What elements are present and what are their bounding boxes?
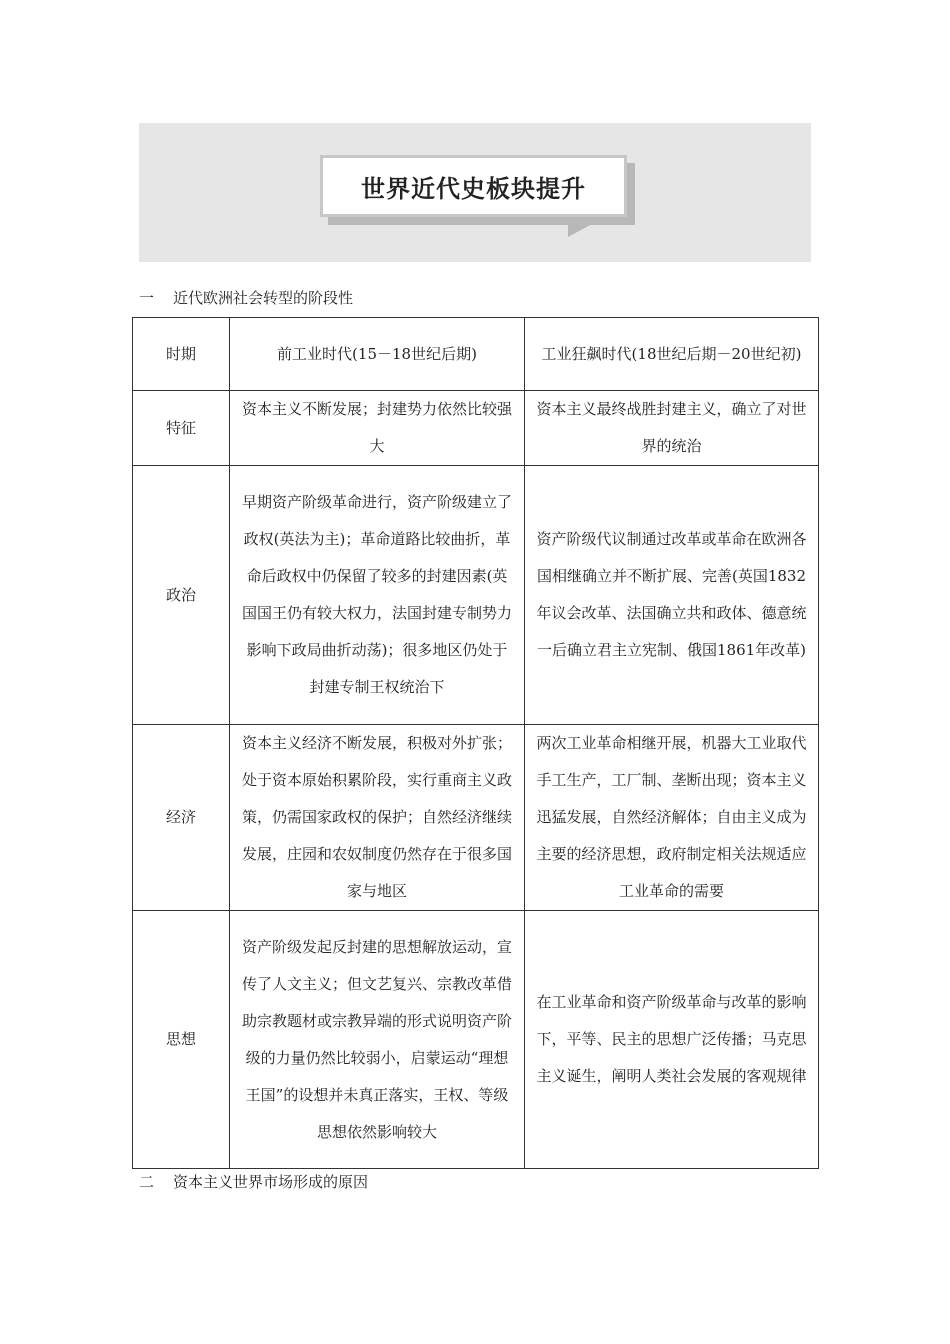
- header-col-pre-industrial: 前工业时代(15－18世纪后期): [230, 318, 525, 391]
- table-row: [133, 911, 819, 1169]
- header-period-label: 时期: [133, 318, 230, 391]
- page-title: 世界近代史板块提升: [361, 174, 586, 203]
- section-title: 近代欧洲社会转型的阶段性: [173, 289, 354, 307]
- table-cell: 资产阶级代议制通过改革或革命在欧洲各国相继确立并不断扩展、完善(英国1832年议会改革、法国确立共和政体、德意统一后确立君主立宪制、俄国1861年改革): [525, 466, 819, 725]
- section-number: 二: [139, 1173, 155, 1191]
- section-title: 资本主义世界市场形成的原因: [173, 1173, 369, 1191]
- table-cell: 早期资产阶级革命进行，资产阶级建立了政权(英法为主)；革命道路比较曲折，革命后政权中仍保留了较多的封建因素(英国国王仍有较大权力，法国封建专制势力影响下政局曲折动荡)；很多地区仍处于封建专制王权统治下: [230, 466, 525, 725]
- section-heading-2: [139, 1171, 368, 1192]
- table-row: [133, 725, 819, 911]
- table-cell: 资产阶级发起反封建的思想解放运动，宣传了人文主义；但文艺复兴、宗教改革借助宗教题材或宗教异端的形式说明资产阶级的力量仍然比较弱小，启蒙运动“理想王国”的设想并未真正落实，王权、等级思想依然影响较大: [230, 911, 525, 1169]
- table-row: [133, 391, 819, 466]
- row-label: 特征: [133, 391, 230, 466]
- comparison-table: [132, 317, 819, 1169]
- table-cell: 在工业革命和资产阶级革命与改革的影响下，平等、民主的思想广泛传播；马克思主义诞生，阐明人类社会发展的客观规律: [525, 911, 819, 1169]
- section-heading-1: [139, 287, 353, 308]
- table-cell: 资本主义经济不断发展，积极对外扩张；处于资本原始积累阶段，实行重商主义政策，仍需国家政权的保护；自然经济继续发展，庄园和农奴制度仍然存在于很多国家与地区: [230, 725, 525, 911]
- table-cell: 两次工业革命相继开展，机器大工业取代手工生产，工厂制、垄断出现；资本主义迅猛发展，自然经济解体；自由主义成为主要的经济思想，政府制定相关法规适应工业革命的需要: [525, 725, 819, 911]
- title-box: [320, 155, 627, 217]
- table-row: [133, 466, 819, 725]
- header-col-industrial: 工业狂飙时代(18世纪后期－20世纪初): [525, 318, 819, 391]
- row-label: 政治: [133, 466, 230, 725]
- title-box-tail: [568, 223, 594, 237]
- table-cell: 资本主义最终战胜封建主义，确立了对世界的统治: [525, 391, 819, 466]
- row-label: 经济: [133, 725, 230, 911]
- table-header-row: [133, 318, 819, 391]
- row-label: 思想: [133, 911, 230, 1169]
- section-number: 一: [139, 289, 155, 307]
- table-cell: 资本主义不断发展；封建势力依然比较强大: [230, 391, 525, 466]
